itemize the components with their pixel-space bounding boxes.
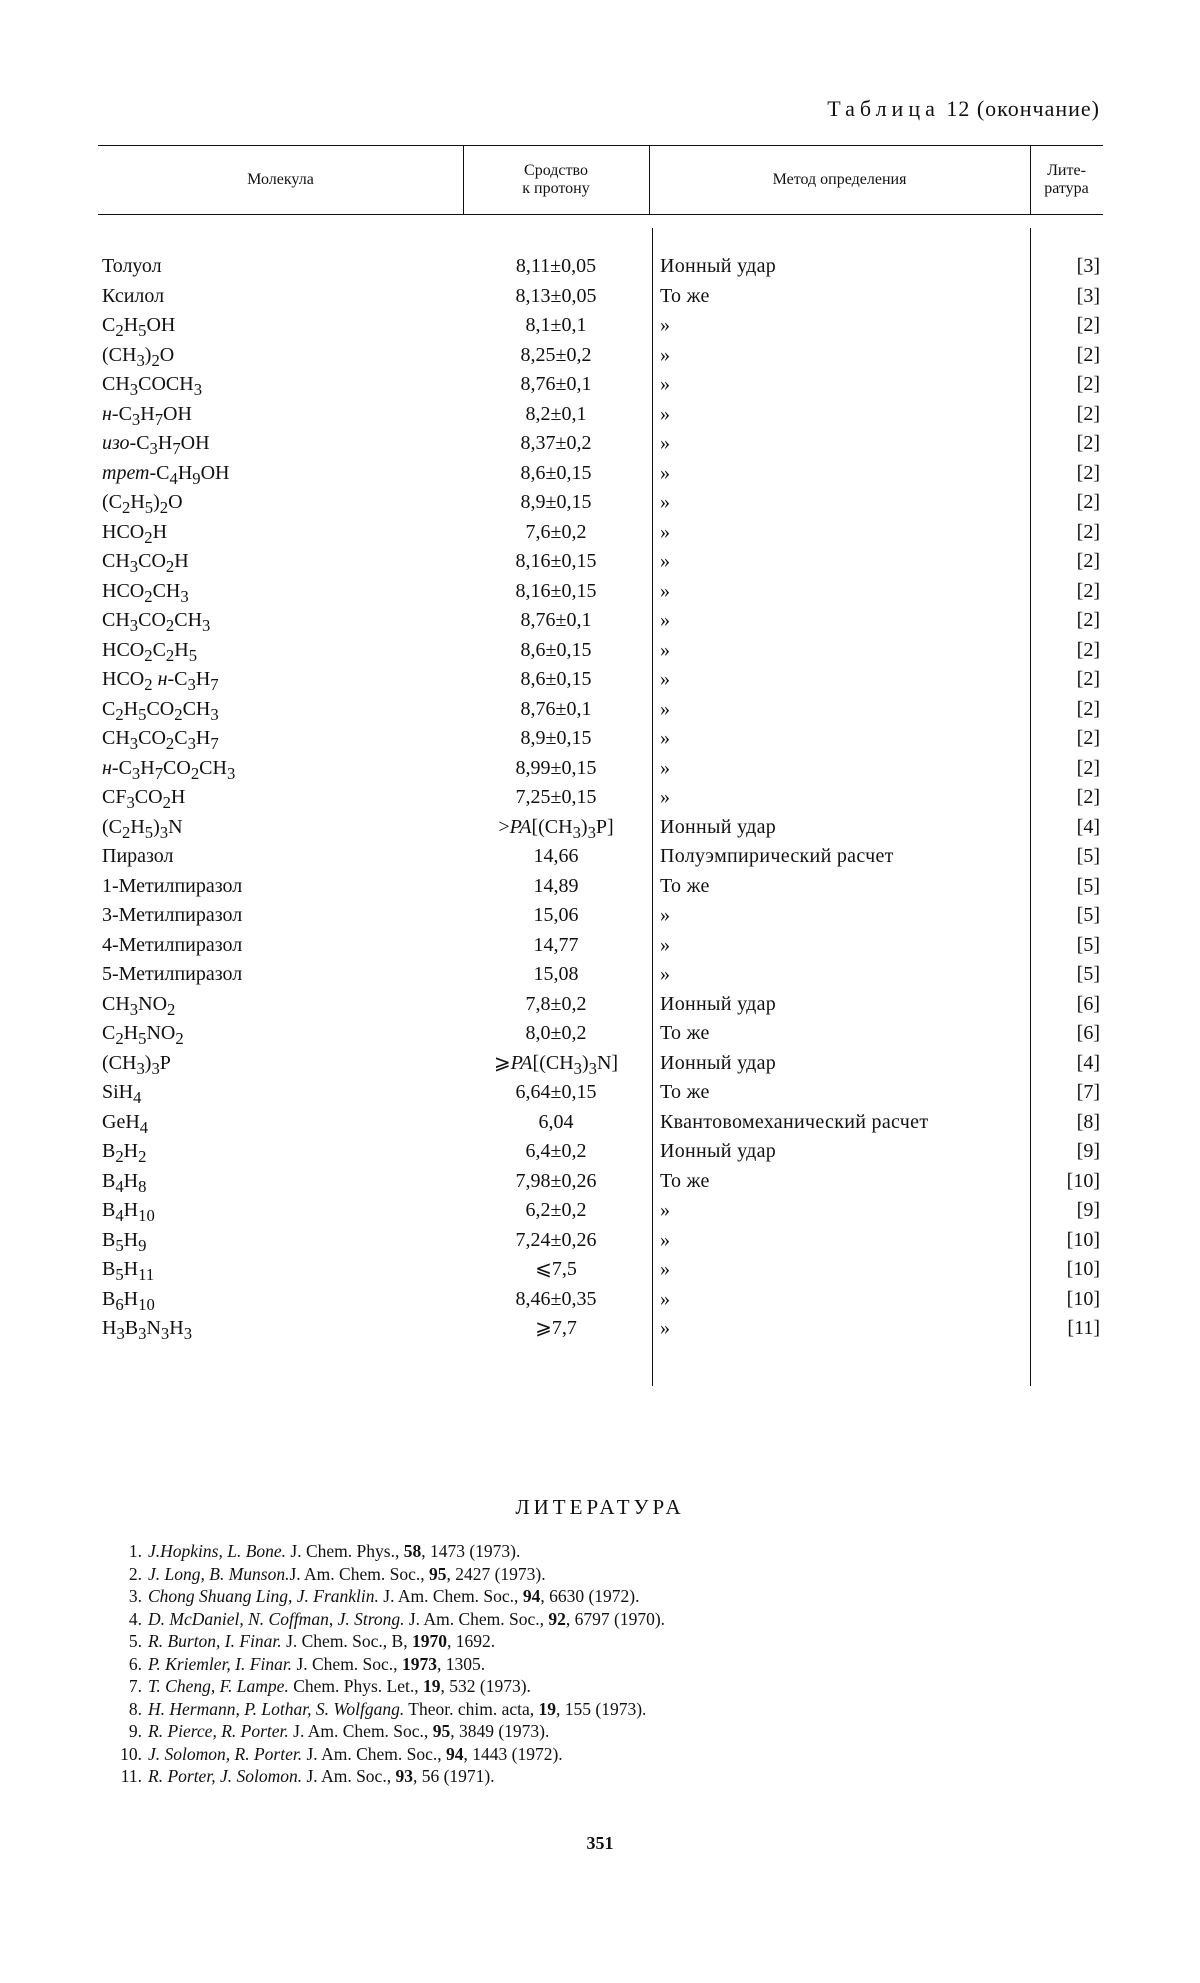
cell-proton-affinity: 8,25±0,2 (520, 343, 592, 366)
cell-proton-affinity: 8,16±0,15 (515, 550, 597, 572)
literature-item-number: 7. (128, 1676, 142, 1696)
literature-item-rest: , 2427 (1973). (446, 1563, 546, 1584)
cell-proton-affinity: 8,99±0,15 (515, 756, 597, 779)
table-caption-note: (окончание) (976, 96, 1100, 121)
table-caption-number: 12 (946, 96, 971, 121)
cell-proton-affinity: 6,04 (538, 1110, 574, 1133)
table-row (0, 429, 1200, 459)
table-row (0, 960, 1200, 990)
table-row (0, 282, 1200, 312)
literature-item-rest: , 1473 (1973). (421, 1541, 521, 1561)
literature-item-number: 6. (128, 1653, 142, 1674)
cell-proton-affinity: ⩾7,7 (535, 1317, 577, 1339)
literature-item-number: 4. (128, 1608, 142, 1629)
literature-item-rest: , 6630 (1972). (540, 1586, 640, 1606)
cell-method: То же (660, 284, 710, 307)
header-molecule-text: Молекула (247, 171, 314, 188)
cell-method: Ионный удар (660, 815, 777, 838)
table-row (0, 931, 1200, 961)
cell-reference: [2] (1076, 756, 1100, 779)
cell-molecule: 1-Метилпиразол (102, 874, 243, 897)
table-row (0, 901, 1200, 931)
cell-proton-affinity: 8,9±0,15 (520, 491, 592, 513)
literature-item-rest: , 6797 (1970). (565, 1608, 666, 1629)
cell-reference: [11] (1067, 1317, 1100, 1339)
cell-reference: [2] (1076, 609, 1100, 631)
literature-item-number: 5. (128, 1631, 142, 1651)
literature-item-authors: H. Hermann, P. Lothar, S. Wolfgang. (148, 1698, 405, 1719)
cell-proton-affinity: 7,24±0,26 (515, 1228, 597, 1251)
cell-molecule: $HCO_2C_2H_5$ (102, 638, 198, 665)
table-row (0, 311, 1200, 341)
table-row (0, 1019, 1200, 1049)
literature-item-volume: 94 (522, 1586, 541, 1606)
cell-proton-affinity: 8,76±0,1 (520, 609, 592, 631)
cell-reference: [3] (1076, 255, 1100, 277)
cell-method: То же (660, 1169, 710, 1192)
cell-method: » (660, 402, 671, 425)
table-header-rule (98, 214, 1103, 215)
cell-molecule: $CH_3CO_2CH_3$ (102, 609, 211, 635)
cell-reference: [4] (1076, 815, 1100, 838)
literature-item (108, 1765, 1128, 1788)
cell-molecule: $HCO_2CH_3$ (102, 579, 189, 606)
cell-method: » (660, 1228, 671, 1251)
cell-method: » (660, 638, 671, 661)
literature-item-rest: , 1443 (1972). (463, 1743, 563, 1764)
header-ref-line2: ратура (1044, 180, 1089, 197)
cell-method: » (660, 933, 671, 956)
cell-method: » (660, 314, 671, 336)
cell-method: Ионный удар (660, 992, 777, 1015)
literature-item-source: J. Am. Chem. Soc., (302, 1743, 446, 1764)
cell-molecule: 3-Метилпиразол (102, 904, 243, 926)
literature-item-volume: 1970 (411, 1631, 447, 1651)
table-row (0, 1314, 1200, 1344)
cell-molecule: $CH_3CO_2C_3H_7$ (102, 727, 219, 753)
cell-method: » (660, 786, 671, 808)
literature-item-authors: J. Solomon, R. Porter. (148, 1743, 303, 1764)
cell-molecule: $B_4H_8$ (102, 1169, 147, 1196)
table-row (0, 577, 1200, 607)
cell-reference: [10] (1066, 1169, 1100, 1192)
table-row (0, 1049, 1200, 1079)
header-pa-line2: к протону (522, 180, 590, 197)
literature-item-number: 2. (128, 1563, 142, 1584)
cell-proton-affinity: 7,6±0,2 (525, 520, 587, 543)
literature-item-source: Chem. Phys. Let., (288, 1676, 423, 1696)
cell-proton-affinity: 8,37±0,2 (520, 432, 592, 454)
literature-item-number: 1. (128, 1541, 142, 1561)
cell-method: » (660, 1287, 671, 1310)
table-row (0, 400, 1200, 430)
cell-proton-affinity: 6,2±0,2 (525, 1199, 587, 1221)
cell-molecule: $н-C_3H_7OH$ (102, 402, 192, 429)
literature-item-volume: 95 (432, 1721, 451, 1741)
cell-method: » (660, 1199, 671, 1221)
page-number: 351 (586, 1833, 614, 1853)
table-row (0, 783, 1200, 813)
literature-item-source: J. Am. Chem. Soc., (404, 1608, 549, 1629)
literature-item (108, 1653, 1128, 1676)
table-row (0, 547, 1200, 577)
cell-molecule: $(C_2H_5)_3N$ (102, 815, 183, 842)
literature-item (108, 1743, 1128, 1766)
cell-molecule: $B_6H_{10}$ (102, 1287, 155, 1314)
literature-item-source: J. Am. Soc., (302, 1766, 396, 1786)
literature-item-source: J. Am. Chem. Soc., (288, 1721, 433, 1741)
cell-proton-affinity: 14,77 (533, 933, 579, 956)
cell-method: Ионный удар (660, 1051, 777, 1074)
table-row (0, 1078, 1200, 1108)
cell-proton-affinity: 8,6±0,15 (520, 638, 592, 661)
table-row (0, 1137, 1200, 1167)
table-row (0, 842, 1200, 872)
table-row (0, 665, 1200, 695)
table-row (0, 1108, 1200, 1138)
literature-item-source: J. Chem. Soc., (292, 1653, 402, 1674)
cell-reference: [2] (1076, 343, 1100, 366)
literature-item (108, 1585, 1128, 1608)
table-body (0, 252, 1200, 1344)
cell-molecule: изо-$C_3H_7OH$ (102, 432, 210, 458)
cell-proton-affinity: 7,98±0,26 (515, 1169, 597, 1192)
cell-molecule: $C_2H_5OH$ (102, 314, 176, 340)
table-row (0, 459, 1200, 489)
cell-method: То же (660, 1081, 710, 1103)
literature-heading: ЛИТЕРАТУРА (515, 1495, 685, 1519)
table-row (0, 341, 1200, 371)
cell-molecule: $CF_3CO_2H$ (102, 786, 186, 812)
table-row (0, 695, 1200, 725)
header-proton-affinity (463, 150, 649, 210)
cell-method: Ионный удар (660, 1140, 777, 1162)
cell-reference: [5] (1076, 874, 1100, 897)
cell-proton-affinity: 8,11±0,05 (515, 255, 597, 277)
cell-molecule: GeH$_4$ (102, 1110, 149, 1137)
cell-proton-affinity: 8,16±0,15 (515, 579, 597, 602)
cell-reference: [4] (1076, 1051, 1100, 1074)
literature-item (108, 1720, 1128, 1743)
cell-reference: [5] (1076, 845, 1100, 867)
literature-item-source: J. Am. Chem. Soc., (378, 1586, 523, 1606)
literature-item (108, 1675, 1128, 1698)
cell-method: » (660, 1317, 671, 1339)
cell-proton-affinity: 15,06 (533, 904, 579, 926)
cell-method: » (660, 520, 671, 543)
literature-item-number: 10. (120, 1743, 142, 1764)
header-method (649, 150, 1030, 210)
table-row (0, 1196, 1200, 1226)
cell-method: » (660, 579, 671, 602)
cell-molecule: $C_2H_5CO_2CH_3$ (102, 697, 219, 724)
cell-method: » (660, 343, 671, 366)
literature-item-authors: D. McDaniel, N. Coffman, J. Strong. (148, 1608, 405, 1629)
literature-item-number: 11. (120, 1766, 142, 1786)
cell-reference: [6] (1076, 992, 1100, 1015)
cell-molecule: $(C_2H_5)_2O$ (102, 491, 183, 517)
literature-item-authors: J.Hopkins, L. Bone. (148, 1541, 287, 1561)
literature-item-source: J. Chem. Soc., B, (281, 1631, 412, 1651)
cell-molecule: $C_2H_5NO_2$ (102, 1022, 184, 1048)
literature-item-volume: 93 (395, 1766, 413, 1786)
cell-reference: [2] (1076, 432, 1100, 454)
header-ref-line1: Лите- (1047, 162, 1086, 179)
cell-reference: [2] (1076, 550, 1100, 572)
cell-molecule: Ксилол (102, 284, 165, 307)
table-row (0, 872, 1200, 902)
literature-item-authors: P. Kriemler, I. Finar. (148, 1653, 293, 1674)
cell-molecule: Толуол (102, 255, 162, 277)
cell-reference: [10] (1066, 1258, 1100, 1280)
cell-molecule: SiH$_4$ (102, 1081, 142, 1107)
cell-method: » (660, 491, 671, 513)
table-row (0, 813, 1200, 843)
cell-molecule: 5-Метилпиразол (102, 963, 243, 985)
cell-proton-affinity: ⩽7,5 (535, 1258, 577, 1280)
cell-proton-affinity: 8,1±0,1 (525, 314, 587, 336)
literature-item-rest: , 56 (1971). (412, 1766, 495, 1786)
cell-molecule: $HCO_2H$ (102, 520, 168, 547)
cell-proton-affinity: 8,6±0,15 (520, 668, 592, 690)
cell-method: » (660, 1258, 671, 1280)
table-row (0, 518, 1200, 548)
literature-item (108, 1698, 1128, 1721)
cell-reference: [7] (1076, 1081, 1100, 1103)
literature-item (108, 1563, 1128, 1586)
cell-reference: [2] (1076, 579, 1100, 602)
cell-method: » (660, 461, 671, 484)
literature-item-authors: R. Pierce, R. Porter. (148, 1721, 289, 1741)
table-row (0, 724, 1200, 754)
cell-proton-affinity: 8,6±0,15 (520, 461, 592, 484)
table-top-rule (98, 145, 1103, 146)
cell-proton-affinity: $⩾PA[(CH_3)_3N]$ (493, 1051, 619, 1078)
cell-reference: [10] (1066, 1228, 1100, 1251)
cell-reference: [9] (1076, 1140, 1100, 1162)
cell-method: Полуэмпирический расчет (660, 845, 894, 867)
table-caption-label: Таблица (827, 96, 940, 121)
cell-method: » (660, 373, 671, 395)
literature-list (108, 1540, 1128, 1788)
table-row (0, 1255, 1200, 1285)
table-row (0, 1285, 1200, 1315)
cell-method: Квантовомеханический расчет (660, 1110, 929, 1133)
literature-item-rest: , 155 (1973). (556, 1698, 647, 1719)
cell-molecule: $H_3B_3N_3H_3$ (102, 1317, 193, 1343)
cell-reference: [9] (1076, 1199, 1100, 1221)
cell-molecule: трет-$C_4H_9OH$ (102, 461, 230, 488)
table-row (0, 990, 1200, 1020)
literature-item-rest: , 532 (1973). (440, 1676, 531, 1696)
literature-item-number: 8. (128, 1698, 142, 1719)
table-row (0, 370, 1200, 400)
cell-proton-affinity: 8,13±0,05 (515, 284, 597, 307)
cell-reference: [2] (1076, 461, 1100, 484)
table-row (0, 252, 1200, 282)
literature-item-source: J. Am. Chem. Soc., (289, 1563, 429, 1584)
cell-reference: [3] (1076, 284, 1100, 307)
cell-reference: [2] (1076, 520, 1100, 543)
cell-method: То же (660, 874, 710, 897)
cell-reference: [2] (1076, 314, 1100, 336)
cell-method: Ионный удар (660, 255, 777, 277)
literature-item-authors: Chong Shuang Ling, J. Franklin. (148, 1586, 379, 1606)
literature-item-rest: , 1692. (446, 1631, 496, 1651)
cell-proton-affinity: $>PA[(CH_3)_3P]$ (498, 815, 614, 842)
cell-proton-affinity: 8,46±0,35 (515, 1287, 597, 1310)
literature-item-authors: R. Burton, I. Finar. (148, 1631, 282, 1651)
cell-method: » (660, 756, 671, 779)
cell-reference: [2] (1076, 638, 1100, 661)
cell-reference: [5] (1076, 933, 1100, 956)
cell-reference: [8] (1076, 1110, 1100, 1133)
cell-proton-affinity: 7,8±0,2 (525, 992, 587, 1015)
cell-proton-affinity: 8,76±0,1 (520, 373, 592, 395)
cell-reference: [10] (1066, 1287, 1100, 1310)
header-literature (1030, 150, 1103, 210)
cell-proton-affinity: 8,76±0,1 (520, 697, 592, 720)
literature-item-volume: 92 (548, 1608, 566, 1629)
table-row (0, 1167, 1200, 1197)
cell-reference: [2] (1076, 491, 1100, 513)
header-method-text: Метод определения (772, 171, 907, 188)
cell-molecule: $B_2H_2$ (102, 1140, 147, 1166)
cell-molecule: $н-C_3H_7CO_2CH_3$ (102, 756, 236, 783)
cell-molecule: $CH_3COCH_3$ (102, 373, 203, 399)
cell-proton-affinity: 15,08 (533, 963, 579, 985)
table-caption (740, 96, 1100, 122)
table-row (0, 488, 1200, 518)
cell-method: » (660, 668, 671, 690)
literature-item (108, 1540, 1128, 1563)
cell-proton-affinity: 8,2±0,1 (525, 402, 587, 425)
cell-molecule: $CH_3NO_2$ (102, 992, 176, 1019)
cell-molecule: $B_5H_{11}$ (102, 1258, 155, 1284)
cell-molecule: $B_4H_{10}$ (102, 1199, 155, 1225)
literature-item-volume: 19 (538, 1698, 557, 1719)
literature-item-volume: 95 (428, 1563, 447, 1584)
cell-proton-affinity: 14,89 (533, 874, 579, 897)
cell-molecule: Пиразол (102, 845, 174, 867)
cell-reference: [2] (1076, 727, 1100, 749)
cell-proton-affinity: 6,64±0,15 (515, 1081, 597, 1103)
table-row (0, 606, 1200, 636)
cell-proton-affinity: 6,4±0,2 (525, 1140, 587, 1162)
cell-molecule: $HCO_2$ $н-C_3H_7$ (102, 668, 219, 694)
literature-item-rest: , 1305. (436, 1653, 486, 1674)
cell-proton-affinity: 7,25±0,15 (515, 786, 597, 808)
cell-method: » (660, 727, 671, 749)
literature-item-number: 3. (128, 1586, 142, 1606)
cell-method: » (660, 963, 671, 985)
cell-molecule: $(CH_3)_3P$ (102, 1051, 171, 1078)
cell-molecule: $(CH_3)_2O$ (102, 343, 175, 370)
cell-reference: [5] (1076, 963, 1100, 985)
cell-molecule: $CH_3CO_2H$ (102, 550, 189, 576)
cell-method: То же (660, 1022, 710, 1044)
cell-molecule: 4-Метилпиразол (102, 933, 243, 956)
header-pa-line1: Сродство (524, 162, 588, 179)
table-row (0, 636, 1200, 666)
cell-method: » (660, 609, 671, 631)
cell-proton-affinity: 14,66 (533, 845, 579, 867)
literature-item-number: 9. (128, 1721, 142, 1741)
cell-molecule: $B_5H_9$ (102, 1228, 147, 1255)
literature-item (108, 1608, 1128, 1631)
literature-item-volume: 1973 (401, 1653, 437, 1674)
literature-item-volume: 58 (403, 1541, 422, 1561)
cell-method: » (660, 432, 671, 454)
cell-reference: [2] (1076, 373, 1100, 395)
cell-proton-affinity: 8,0±0,2 (525, 1022, 587, 1044)
cell-method: » (660, 904, 671, 926)
header-molecule (98, 150, 463, 210)
literature-item-authors: T. Cheng, F. Lampe. (148, 1676, 289, 1696)
cell-reference: [6] (1076, 1022, 1100, 1044)
table-row (0, 1226, 1200, 1256)
cell-reference: [2] (1076, 402, 1100, 425)
literature-item-rest: , 3849 (1973). (450, 1721, 550, 1741)
cell-proton-affinity: 8,9±0,15 (520, 727, 592, 749)
literature-item-authors: R. Porter, J. Solomon. (148, 1766, 303, 1786)
cell-method: » (660, 550, 671, 572)
literature-item (108, 1630, 1128, 1653)
literature-item-volume: 94 (446, 1743, 464, 1764)
cell-method: » (660, 697, 671, 720)
cell-reference: [2] (1076, 668, 1100, 690)
cell-reference: [2] (1076, 786, 1100, 808)
table-row (0, 754, 1200, 784)
cell-reference: [2] (1076, 697, 1100, 720)
literature-item-source: J. Chem. Phys., (286, 1541, 404, 1561)
literature-item-volume: 19 (423, 1676, 441, 1696)
literature-item-authors: J. Long, B. Munson. (148, 1563, 290, 1584)
literature-item-source: Theor. chim. acta, (404, 1698, 539, 1719)
cell-reference: [5] (1076, 904, 1100, 926)
